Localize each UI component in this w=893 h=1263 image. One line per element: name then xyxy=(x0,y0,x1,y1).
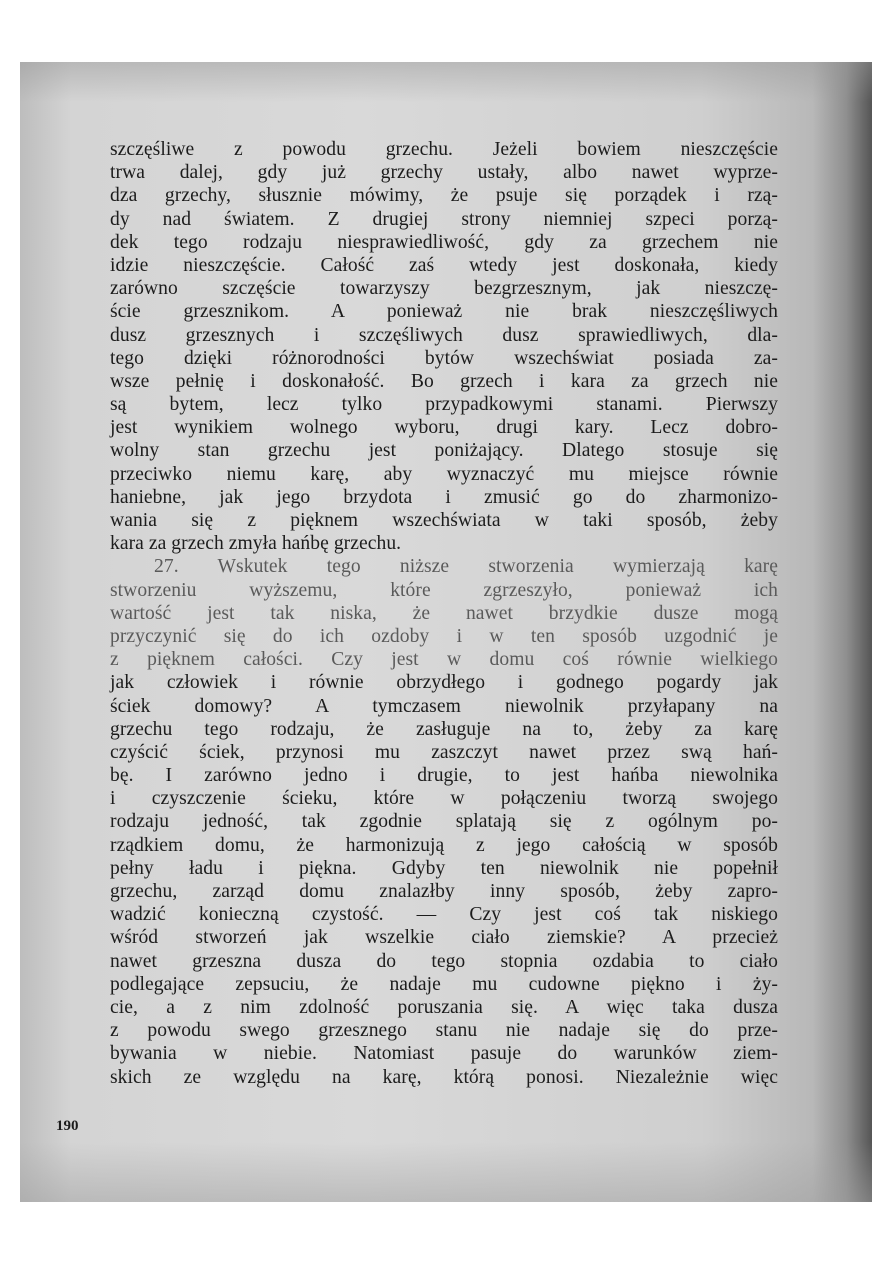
text-line: dy nad światem. Z drugiej strony niemniej szpeci porzą- xyxy=(110,208,778,230)
text-line: stworzeniu wyższemu, które zgrzeszyło, ponieważ ich xyxy=(110,579,778,601)
text-line: przeciwko niemu karę, aby wyznaczyć mu miejsce równie xyxy=(110,463,778,485)
text-line: wśród stworzeń jak wszelkie ciało ziemskie? A przecież xyxy=(110,927,778,949)
text-line: podlegające zepsuciu, że nadaje mu cudowne piękno i ży- xyxy=(110,973,778,995)
text-line: trwa dalej, gdy już grzechy ustały, albo nawet wyprze- xyxy=(110,162,778,184)
text-line: z pięknem całości. Czy jest w domu coś równie wielkiego xyxy=(110,649,778,671)
text-line: z powodu swego grzesznego stanu nie nadaje się do prze- xyxy=(110,1020,778,1042)
text-line: jest wynikiem wolnego wyboru, drugi kary. Lecz dobro- xyxy=(110,417,778,439)
text-line: wolny stan grzechu jest poniżający. Dlatego stosuje się xyxy=(110,440,778,462)
text-line: cie, a z nim zdolność poruszania się. A więc taka dusza xyxy=(110,996,778,1018)
text-line: grzechu tego rodzaju, że zasługuje na to, żeby za karę xyxy=(110,718,778,740)
text-line: wadzić konieczną czystość. — Czy jest coś tak niskiego xyxy=(110,904,778,926)
page-body-text xyxy=(110,138,778,1089)
text-line: bywania w niebie. Natomiast pasuje do warunków ziem- xyxy=(110,1043,778,1065)
text-line: rodzaju jedność, tak zgodnie splatają się z ogólnym po- xyxy=(110,811,778,833)
paragraph-1 xyxy=(110,138,778,555)
text-line: zarówno szczęście towarzyszy bezgrzesznym, jak nieszczę- xyxy=(110,278,778,300)
text-line: skich ze względu na karę, którą ponosi. Niezależnie więc xyxy=(110,1066,778,1088)
text-line: ściek domowy? A tymczasem niewolnik przyłapany na xyxy=(110,695,778,717)
text-line: wsze pełnię i doskonałość. Bo grzech i kara za grzech nie xyxy=(110,370,778,392)
text-line: jak człowiek i równie obrzydłego i godnego pogardy jak xyxy=(110,672,778,694)
text-line: idzie nieszczęście. Całość zaś wtedy jest doskonała, kiedy xyxy=(110,254,778,276)
text-line: dusz grzesznych i szczęśliwych dusz sprawiedliwych, dla- xyxy=(110,324,778,346)
scanned-book-page xyxy=(20,62,872,1202)
text-line: grzechu, zarząd domu znalazłby inny sposób, żeby zapro- xyxy=(110,881,778,902)
text-line: tego dzięki różnorodności bytów wszechświat posiada za- xyxy=(110,347,778,369)
text-line: dek tego rodzaju niesprawiedliwość, gdy za grzechem nie xyxy=(110,231,778,253)
text-line: bę. I zarówno jedno i drugie, to jest hańba niewolnika xyxy=(110,765,778,787)
text-line: nawet grzeszna dusza do tego stopnia ozdabia to ciało xyxy=(110,950,778,972)
text-line: rządkiem domu, że harmonizują z jego całością w sposób xyxy=(110,834,778,856)
text-line: kara za grzech zmyła hańbę grzechu. xyxy=(110,533,402,555)
text-line: dza grzechy, słusznie mówimy, że psuje się porządek i rzą- xyxy=(110,185,778,207)
paragraph-2 xyxy=(110,555,778,1088)
text-line: wania się z pięknem wszechświata w taki sposób, żeby xyxy=(110,510,778,531)
text-line: haniebne, jak jego brzydota i zmusić go do zharmonizo- xyxy=(110,486,778,508)
text-line: są bytem, lecz tylko przypadkowymi stanami. Pierwszy xyxy=(110,394,778,416)
text-line: ście grzesznikom. A ponieważ nie brak nieszczęśliwych xyxy=(110,301,778,323)
text-line: przyczynić się do ich ozdoby i w ten sposób uzgodnić je xyxy=(110,625,778,647)
text-line: pełny ładu i piękna. Gdyby ten niewolnik nie popełnił xyxy=(110,857,778,879)
page-number: 190 xyxy=(56,1118,79,1134)
text-line: wartość jest tak niska, że nawet brzydkie dusze mogą xyxy=(110,602,778,624)
text-line: 27. Wskutek tego niższe stworzenia wymierzają karę xyxy=(154,556,778,578)
text-line: czyścić ściek, przynosi mu zaszczyt nawet przez swą hań- xyxy=(110,741,778,763)
text-line: i czyszczenie ścieku, które w połączeniu tworzą swojego xyxy=(110,788,778,810)
text-line: szczęśliwe z powodu grzechu. Jeżeli bowiem nieszczęście xyxy=(110,139,778,160)
